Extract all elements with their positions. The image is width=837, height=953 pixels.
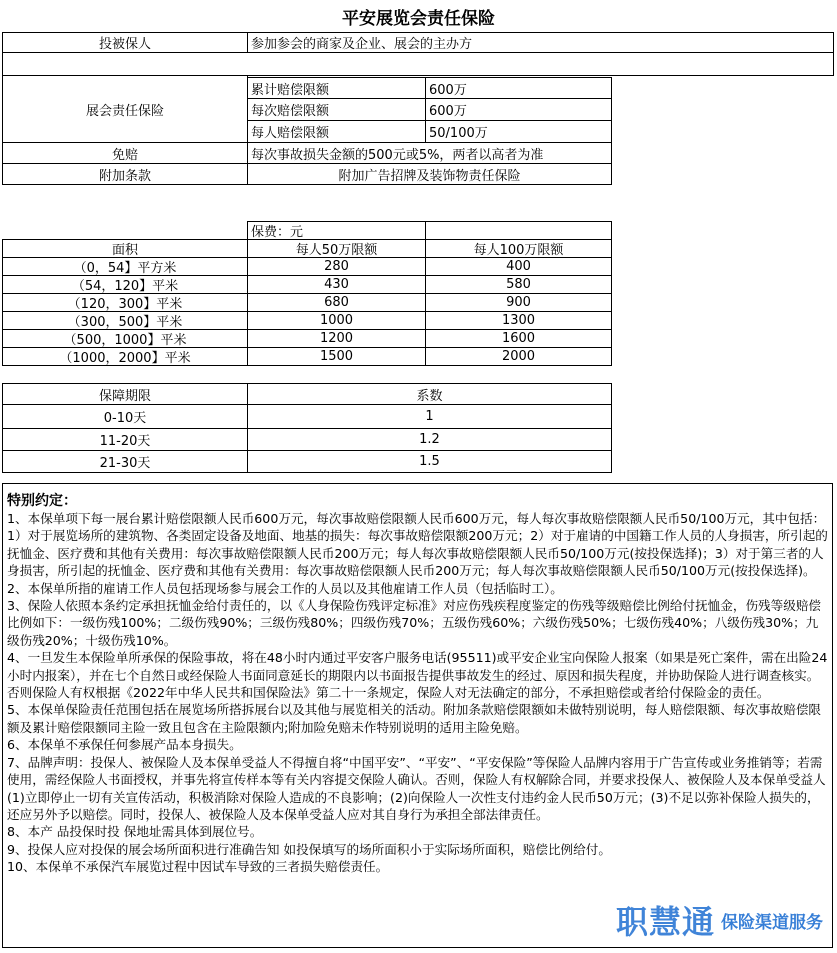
premium-cell: 580 (425, 275, 612, 294)
term-paragraph: 5、本保单保险责任范围包括在展览场所搭拆展台以及其他与展览相关的活动。附加条款赔偿限额如未做特别说明，每人赔偿限额、每次事故赔偿限额及累计赔偿限额同主险一致且包含在主险限额内;附加险免赔未作特别说明的适用主险免赔。 (7, 702, 822, 735)
watermark-subtitle: 保险渠道服务 (721, 912, 823, 933)
addon-label: 附加条款 (2, 163, 248, 185)
addon-value: 附加广告招牌及装饰物责任保险 (247, 163, 612, 185)
area-header: 面积 (2, 239, 248, 258)
premium-cell: 680 (247, 293, 426, 312)
premium-cell: 280 (247, 257, 426, 276)
premium-cell: 1500 (247, 347, 426, 366)
premium-cell: 1300 (425, 311, 612, 330)
period-header: 保障期限 (2, 383, 248, 405)
term-paragraph: 8、本产 品投保时投 保地址需具体到展位号。 (7, 824, 263, 840)
area-cell: （1000，2000】平米 (2, 347, 248, 366)
premium-cell: 1600 (425, 329, 612, 348)
premium-cell: 1000 (247, 311, 426, 330)
premium-cell: 900 (425, 293, 612, 312)
area-cell: （300，500】平米 (2, 311, 248, 330)
premium-unit-blank (425, 221, 612, 240)
premium-cell: 1200 (247, 329, 426, 348)
deductible-value: 每次事故损失金额的500元或5%，两者以高者为准 (247, 142, 612, 164)
liability-row-name: 累计赔偿限额 (247, 77, 426, 99)
factor-header: 系数 (247, 383, 612, 405)
premium-cell: 400 (425, 257, 612, 276)
term-paragraph: 3、保险人依照本条约定承担抚恤金给付责任的，以《人身保险伤残评定标准》对应伤残疾程度鉴定的伤残等级赔偿比例给付抚恤金，伤残等级赔偿比例如下：一级伤残100%；二级伤残90%；三级伤残80%；四级伤残70%；五级伤残60%；六级伤残50%；七级伤残40%；八级伤残30%；九级伤残20%；十级伤残10%。 (7, 598, 822, 648)
area-cell: （500，1000】平米 (2, 329, 248, 348)
term-paragraph: 10、本保单不承保汽车展览过程中因试车导致的三者损失赔偿责任。 (7, 859, 389, 875)
insured-value: 参加参会的商家及企业、展会的主办方 (247, 32, 834, 53)
liability-row-name: 每人赔偿限额 (247, 120, 426, 143)
premium-unit-label: 保费：元 (247, 221, 426, 240)
special-terms (2, 483, 833, 948)
insured-label: 投被保人 (2, 32, 248, 53)
term-paragraph: 2、本保单所指的雇请工作人员包括现场参与展会工作的人员以及其他雇请工作人员（包括临时工）。 (7, 580, 563, 596)
area-cell: （120，300】平米 (2, 293, 248, 312)
area-cell: （0，54】平方米 (2, 257, 248, 276)
factor-cell: 1.2 (247, 428, 612, 451)
deductible-label: 免赔 (2, 142, 248, 164)
premium-cell: 430 (247, 275, 426, 294)
liability-row-name: 每次赔偿限额 (247, 98, 426, 121)
factor-cell: 1 (247, 404, 612, 429)
factor-cell: 1.5 (247, 450, 612, 473)
liability-row-value: 50/100万 (425, 120, 612, 143)
term-paragraph: 7、品牌声明：投保人、被保险人及本保单受益人不得擅自将“中国平安”、“平安”、“平安保险”等保险人品牌内容用于广告宣传或业务推销等；若需使用，需经保险人书面授权，并事先将宣传样本等有关内容提交保险人确认。否则，保险人有权解除合同，并要求投保人、被保险人及本保单受益人(1)立即停止一切有关宣传活动，积极消除对保险人造成的不良影响；(2)向保险人一次性支付违约金人民币50万元；(3)不足以弥补保险人损失的，还应另外予以赔偿。同时，投保人、被保险人及本保单受益人应对其自身行为承担全部法律责任。 (7, 754, 826, 822)
col-header-50: 每人50万限额 (247, 239, 426, 258)
period-cell: 21-30天 (2, 450, 248, 473)
term-paragraph: 6、本保单不承保任何参展产品本身损失。 (7, 737, 242, 753)
term-paragraph: 4、一旦发生本保险单所承保的保险事故，将在48小时内通过平安客户服务电话(95511)或平安企业宝向保险人报案（如果是死亡案件，需在出险24小时内报案），并在七个自然日或经保险人书面同意延长的期限内以书面报告提供事故发生的经过、原因和损失程度，并协助保险人进行调查核实。否则保险人有权根据《2022年中华人民共和国保险法》第二十一条规定，保险人对无法确定的部分，不承担赔偿或者给付保险金的责任。 (7, 650, 828, 701)
period-cell: 11-20天 (2, 428, 248, 451)
page-title: 平安展览会责任保险 (342, 8, 495, 29)
premium-cell: 2000 (425, 347, 612, 366)
liability-label: 展会责任保险 (2, 75, 248, 143)
watermark (616, 897, 823, 943)
special-terms-heading: 特别约定： (7, 493, 77, 509)
watermark-logo: 职慧通 (615, 903, 715, 941)
area-cell: （54，120】平米 (2, 275, 248, 294)
period-cell: 0-10天 (2, 404, 248, 429)
blank-row (2, 52, 834, 76)
liability-row-value: 600万 (425, 98, 612, 121)
liability-row-value: 600万 (425, 77, 612, 99)
term-paragraph: 9、投保人应对投保的展会场所面积进行准确告知 如投保填写的场所面积小于实际场所面积，赔偿比例给付。 (7, 841, 611, 857)
term-paragraph: 1、本保单项下每一展台累计赔偿限额人民币600万元，每次事故赔偿限额人民币600万元，每人每次事故赔偿限额人民币50/100万元，其中包括：1）对于展览场所的建筑物、各类固定设备及地面、地基的损失：每次事故赔偿限额200万元；2）对于雇请的中国籍工作人员的人身损害，所引起的抚恤金、医疗费和其他有关费用：每次事故赔偿限额人民币200万元；每人每次事故赔偿限额人民币50/100万元(按投保选择)；3）对于第三者的人身损害，所引起的抚恤金、医疗费和其他有关费用：每次事故赔偿限额人民币200万元；每人每次事故赔偿限额人民币50/100万元(按投保选择)。 (7, 511, 828, 579)
col-header-100: 每人100万限额 (425, 239, 612, 258)
